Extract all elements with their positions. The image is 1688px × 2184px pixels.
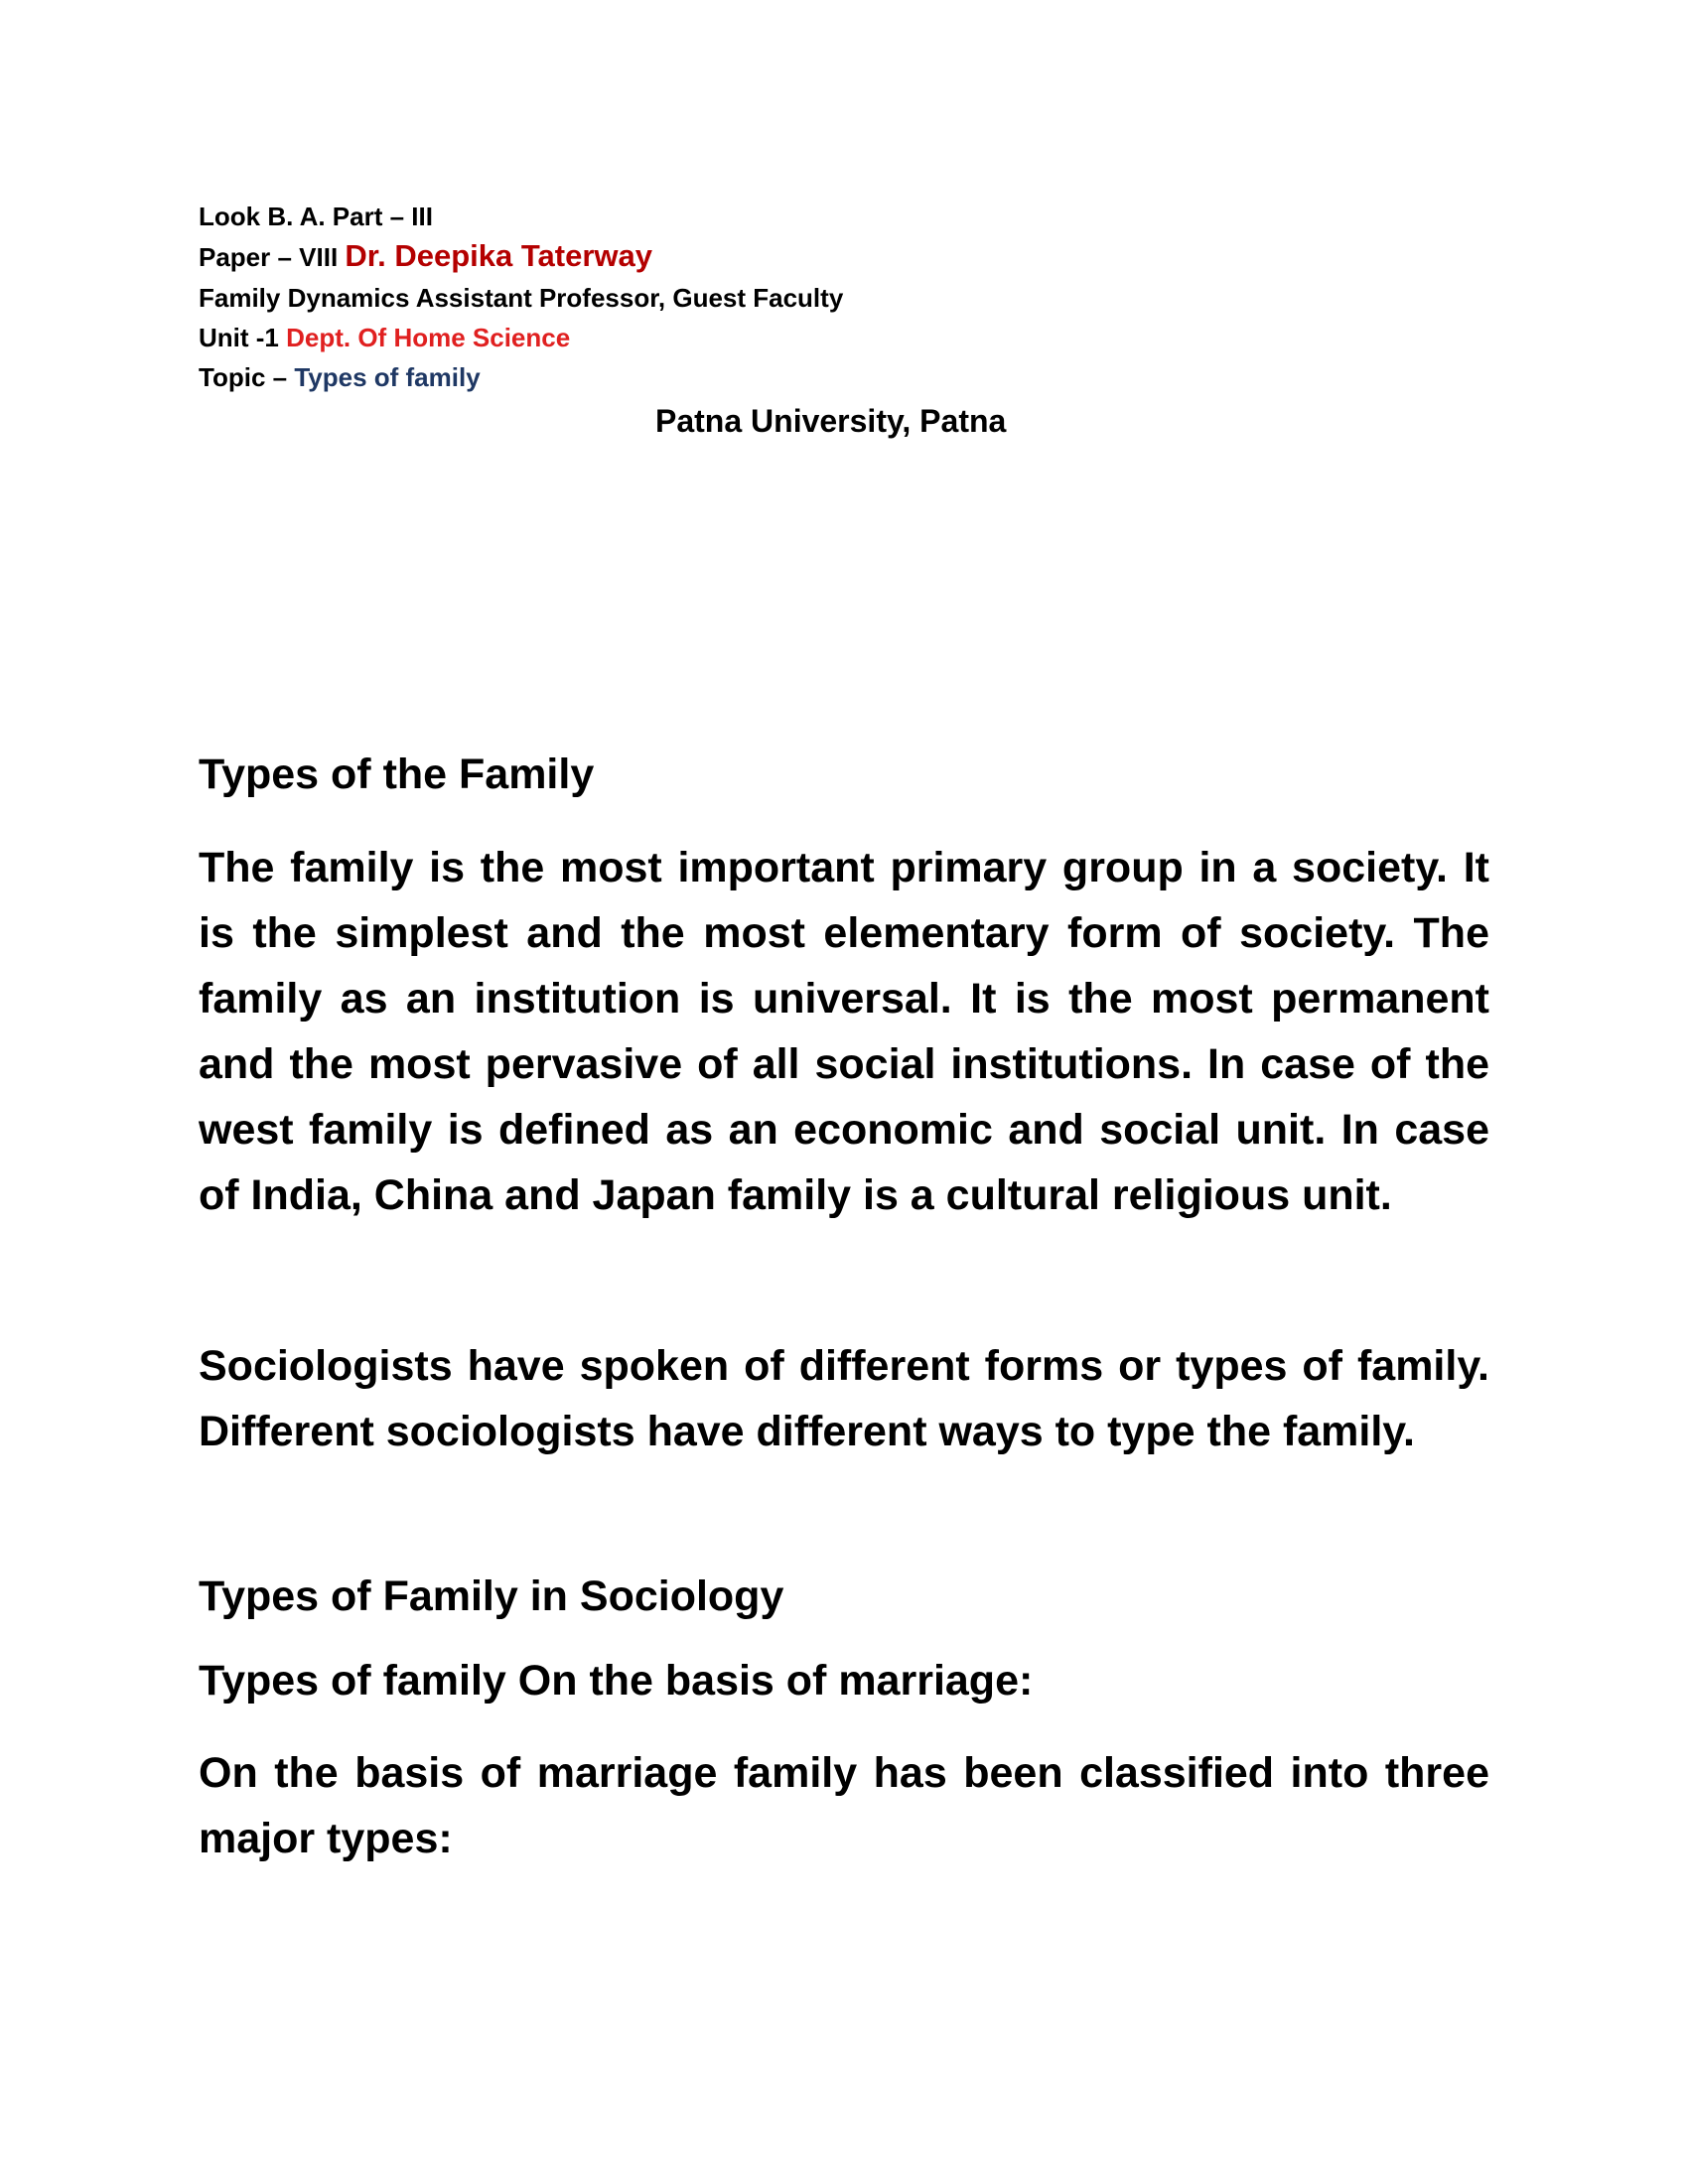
topic-line <box>199 361 481 393</box>
topic-title: Types of family <box>294 362 481 392</box>
university-name: Patna University, Patna <box>655 403 1007 439</box>
author-name: Dr. Deepika Taterway <box>345 238 652 273</box>
marriage-paragraph: On the basis of marriage family has been classified into three major types: <box>199 1749 1489 1862</box>
course-line <box>199 201 433 232</box>
section-heading-marriage: Types of family On the basis of marriage: <box>199 1657 1034 1705</box>
intro-paragraph: The family is the most important primary group in a society. It is the simplest and the most elementary form of society. The family as an institution is universal. It is the most permanent and the most pervasive of all social institutions. In case of the west family is defined as an economic and social unit. In case of India, China and Japan family is a cultural religious unit. <box>199 844 1489 1219</box>
unit-text: Unit -1 <box>199 323 287 352</box>
topic-label: Topic – <box>199 362 295 392</box>
paper-text: Paper – VIII <box>199 242 346 272</box>
section-heading-types: Types of the Family <box>199 751 595 798</box>
unit-line <box>199 322 570 353</box>
course-text: Look B. A. Part – III <box>199 202 433 231</box>
subject-text: Family Dynamics Assistant Professor, Guest Faculty <box>199 283 844 313</box>
section-heading-sociology: Types of Family in Sociology <box>199 1572 784 1620</box>
paper-line <box>199 240 652 273</box>
sociologists-paragraph: Sociologists have spoken of different forms or types of family. Different sociologists have different ways to type the family. <box>199 1342 1489 1455</box>
subject-line <box>199 282 843 314</box>
department-name: Dept. Of Home Science <box>286 323 571 352</box>
